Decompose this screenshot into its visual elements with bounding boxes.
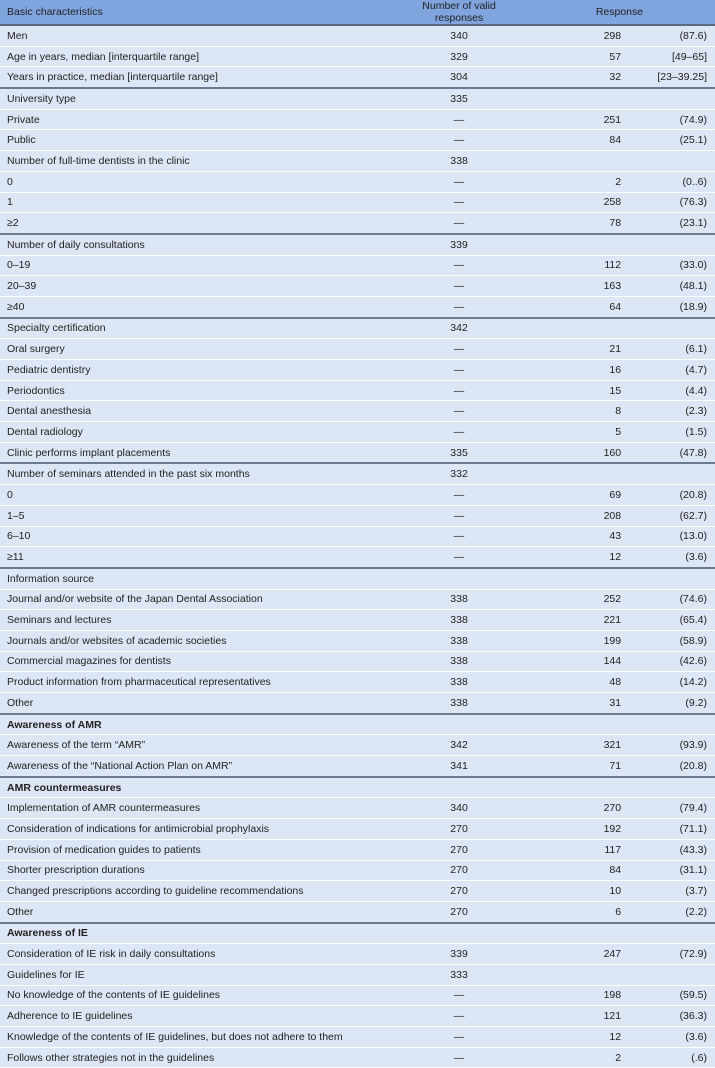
- response-count-cell: 12: [524, 1027, 633, 1048]
- table-row: [0, 860, 715, 881]
- row-label: Adherence to IE guidelines: [0, 1006, 371, 1027]
- valid-responses-cell: 339: [371, 944, 524, 965]
- table-row: [0, 589, 715, 610]
- response-count-cell: 84: [524, 860, 633, 881]
- table-row: [0, 651, 715, 672]
- table-row: [0, 1027, 715, 1048]
- response-count-cell: [524, 923, 633, 944]
- row-label: Consideration of IE risk in daily consultations: [0, 944, 371, 965]
- response-percent-cell: (25.1): [633, 130, 715, 151]
- row-label: Provision of medication guides to patients: [0, 839, 371, 860]
- valid-responses-cell: [371, 568, 524, 589]
- response-percent-cell: (48.1): [633, 276, 715, 297]
- valid-responses-cell: 338: [371, 651, 524, 672]
- response-count-cell: 247: [524, 944, 633, 965]
- response-count-cell: 112: [524, 255, 633, 276]
- table-row: [0, 380, 715, 401]
- response-percent-cell: (.6): [633, 1047, 715, 1068]
- response-percent-cell: [49–65]: [633, 46, 715, 67]
- table-row: [0, 276, 715, 297]
- response-count-cell: [524, 777, 633, 798]
- response-count-cell: 192: [524, 819, 633, 840]
- table-row: [0, 756, 715, 777]
- row-label: Oral surgery: [0, 339, 371, 360]
- response-percent-cell: (6.1): [633, 339, 715, 360]
- row-label: Number of full-time dentists in the clinic: [0, 151, 371, 172]
- response-percent-cell: (74.9): [633, 109, 715, 130]
- row-label: Changed prescriptions according to guideline recommendations: [0, 881, 371, 902]
- response-percent-cell: (58.9): [633, 630, 715, 651]
- row-label: Awareness of the “National Action Plan on AMR”: [0, 756, 371, 777]
- response-percent-cell: (4.7): [633, 360, 715, 381]
- table-row: [0, 610, 715, 631]
- table-row: [0, 422, 715, 443]
- response-count-cell: 32: [524, 67, 633, 88]
- response-count-cell: 57: [524, 46, 633, 67]
- response-count-cell: 121: [524, 1006, 633, 1027]
- response-percent-cell: [633, 777, 715, 798]
- response-count-cell: [524, 234, 633, 255]
- valid-responses-cell: —: [371, 380, 524, 401]
- row-label: Guidelines for IE: [0, 964, 371, 985]
- valid-responses-cell: —: [371, 276, 524, 297]
- table-row: [0, 255, 715, 276]
- row-label: Dental anesthesia: [0, 401, 371, 422]
- response-count-cell: 144: [524, 651, 633, 672]
- table-row: [0, 568, 715, 589]
- valid-responses-cell: 270: [371, 839, 524, 860]
- response-count-cell: 251: [524, 109, 633, 130]
- row-label: Journal and/or website of the Japan Dental Association: [0, 589, 371, 610]
- row-label: Age in years, median [interquartile range]: [0, 46, 371, 67]
- response-percent-cell: (1.5): [633, 422, 715, 443]
- row-label: Other: [0, 693, 371, 714]
- response-percent-cell: [633, 714, 715, 735]
- valid-responses-cell: 342: [371, 735, 524, 756]
- row-label: Years in practice, median [interquartile range]: [0, 67, 371, 88]
- response-percent-cell: (36.3): [633, 1006, 715, 1027]
- response-count-cell: 10: [524, 881, 633, 902]
- response-count-cell: 221: [524, 610, 633, 631]
- response-percent-cell: [23–39.25]: [633, 67, 715, 88]
- header-basic-characteristics: Basic characteristics: [0, 0, 371, 25]
- valid-responses-cell: [371, 714, 524, 735]
- valid-responses-cell: 342: [371, 318, 524, 339]
- section-heading-row: [0, 923, 715, 944]
- valid-responses-cell: [371, 777, 524, 798]
- table-row: [0, 151, 715, 172]
- response-count-cell: 321: [524, 735, 633, 756]
- table-row: [0, 1047, 715, 1068]
- response-count-cell: 2: [524, 1047, 633, 1068]
- table-row: [0, 46, 715, 67]
- valid-responses-cell: 338: [371, 589, 524, 610]
- response-percent-cell: [633, 151, 715, 172]
- row-label: Private: [0, 109, 371, 130]
- response-percent-cell: [633, 463, 715, 484]
- response-count-cell: [524, 964, 633, 985]
- response-count-cell: 2: [524, 171, 633, 192]
- header-response: Response: [524, 0, 715, 25]
- table-row: [0, 693, 715, 714]
- response-percent-cell: [633, 964, 715, 985]
- valid-responses-cell: 329: [371, 46, 524, 67]
- valid-responses-cell: 341: [371, 756, 524, 777]
- table-row: [0, 735, 715, 756]
- table-row: [0, 171, 715, 192]
- response-count-cell: [524, 151, 633, 172]
- valid-responses-cell: 270: [371, 860, 524, 881]
- valid-responses-cell: —: [371, 296, 524, 317]
- row-label: Consideration of indications for antimicrobial prophylaxis: [0, 819, 371, 840]
- table-row: [0, 213, 715, 234]
- valid-responses-cell: —: [371, 985, 524, 1006]
- table-row: [0, 25, 715, 46]
- response-count-cell: 21: [524, 339, 633, 360]
- response-count-cell: 6: [524, 901, 633, 922]
- response-count-cell: [524, 714, 633, 735]
- table-row: [0, 881, 715, 902]
- valid-responses-cell: —: [371, 1027, 524, 1048]
- response-percent-cell: (3.7): [633, 881, 715, 902]
- valid-responses-cell: —: [371, 526, 524, 547]
- table-row: [0, 296, 715, 317]
- response-count-cell: [524, 88, 633, 109]
- valid-responses-cell: —: [371, 505, 524, 526]
- valid-responses-cell: 338: [371, 672, 524, 693]
- response-percent-cell: (65.4): [633, 610, 715, 631]
- row-label: Implementation of AMR countermeasures: [0, 798, 371, 819]
- row-label: Awareness of AMR: [0, 714, 371, 735]
- table-row: [0, 463, 715, 484]
- row-label: 20–39: [0, 276, 371, 297]
- response-count-cell: 84: [524, 130, 633, 151]
- table-row: [0, 130, 715, 151]
- response-count-cell: 199: [524, 630, 633, 651]
- response-count-cell: 160: [524, 442, 633, 463]
- row-label: Commercial magazines for dentists: [0, 651, 371, 672]
- response-percent-cell: (18.9): [633, 296, 715, 317]
- response-percent-cell: (76.3): [633, 192, 715, 213]
- valid-responses-cell: —: [371, 192, 524, 213]
- response-percent-cell: (62.7): [633, 505, 715, 526]
- valid-responses-cell: —: [371, 422, 524, 443]
- response-count-cell: 48: [524, 672, 633, 693]
- table-row: [0, 505, 715, 526]
- response-percent-cell: (4.4): [633, 380, 715, 401]
- valid-responses-cell: —: [371, 339, 524, 360]
- table-row: [0, 442, 715, 463]
- row-label: Pediatric dentistry: [0, 360, 371, 381]
- response-count-cell: 15: [524, 380, 633, 401]
- response-count-cell: 117: [524, 839, 633, 860]
- table-row: [0, 360, 715, 381]
- response-percent-cell: (2.2): [633, 901, 715, 922]
- row-label: Follows other strategies not in the guidelines: [0, 1047, 371, 1068]
- valid-responses-cell: [371, 923, 524, 944]
- valid-responses-cell: —: [371, 485, 524, 506]
- response-count-cell: 298: [524, 25, 633, 46]
- row-label: Information source: [0, 568, 371, 589]
- row-label: Shorter prescription durations: [0, 860, 371, 881]
- table-row: [0, 339, 715, 360]
- valid-responses-cell: 335: [371, 442, 524, 463]
- response-count-cell: 8: [524, 401, 633, 422]
- row-label: AMR countermeasures: [0, 777, 371, 798]
- table-row: [0, 67, 715, 88]
- response-count-cell: 12: [524, 547, 633, 568]
- response-percent-cell: (87.6): [633, 25, 715, 46]
- table-row: [0, 318, 715, 339]
- valid-responses-cell: 338: [371, 693, 524, 714]
- valid-responses-cell: 335: [371, 88, 524, 109]
- row-label: Awareness of the term “AMR”: [0, 735, 371, 756]
- row-label: Dental radiology: [0, 422, 371, 443]
- table-row: [0, 88, 715, 109]
- row-label: ≥11: [0, 547, 371, 568]
- response-percent-cell: [633, 568, 715, 589]
- response-percent-cell: (13.0): [633, 526, 715, 547]
- row-label: Public: [0, 130, 371, 151]
- response-count-cell: 5: [524, 422, 633, 443]
- response-percent-cell: [633, 923, 715, 944]
- table-row: [0, 819, 715, 840]
- response-count-cell: 69: [524, 485, 633, 506]
- response-percent-cell: (71.1): [633, 819, 715, 840]
- response-count-cell: 258: [524, 192, 633, 213]
- row-label: 0: [0, 171, 371, 192]
- valid-responses-cell: 304: [371, 67, 524, 88]
- response-percent-cell: (31.1): [633, 860, 715, 881]
- row-label: Number of seminars attended in the past six months: [0, 463, 371, 484]
- table-row: [0, 485, 715, 506]
- response-percent-cell: (72.9): [633, 944, 715, 965]
- table-row: [0, 798, 715, 819]
- response-percent-cell: (9.2): [633, 693, 715, 714]
- row-label: Product information from pharmaceutical representatives: [0, 672, 371, 693]
- valid-responses-cell: 340: [371, 25, 524, 46]
- response-count-cell: 198: [524, 985, 633, 1006]
- response-percent-cell: (42.6): [633, 651, 715, 672]
- response-count-cell: 31: [524, 693, 633, 714]
- valid-responses-cell: 270: [371, 901, 524, 922]
- table-row: [0, 672, 715, 693]
- response-percent-cell: (20.8): [633, 756, 715, 777]
- valid-responses-cell: —: [371, 360, 524, 381]
- table-row: [0, 401, 715, 422]
- response-percent-cell: (3.6): [633, 547, 715, 568]
- table-row: [0, 526, 715, 547]
- response-percent-cell: [633, 318, 715, 339]
- valid-responses-cell: —: [371, 109, 524, 130]
- row-label: No knowledge of the contents of IE guidelines: [0, 985, 371, 1006]
- response-percent-cell: (74.6): [633, 589, 715, 610]
- valid-responses-cell: 270: [371, 819, 524, 840]
- valid-responses-cell: 339: [371, 234, 524, 255]
- table-row: [0, 985, 715, 1006]
- response-count-cell: 270: [524, 798, 633, 819]
- row-label: Knowledge of the contents of IE guidelines, but does not adhere to them: [0, 1027, 371, 1048]
- table-header: [0, 0, 715, 25]
- table-row: [0, 192, 715, 213]
- response-percent-cell: (3.6): [633, 1027, 715, 1048]
- response-percent-cell: (14.2): [633, 672, 715, 693]
- row-label: Clinic performs implant placements: [0, 442, 371, 463]
- row-label: Periodontics: [0, 380, 371, 401]
- valid-responses-cell: —: [371, 401, 524, 422]
- response-count-cell: [524, 318, 633, 339]
- table-row: [0, 109, 715, 130]
- response-percent-cell: (47.8): [633, 442, 715, 463]
- response-count-cell: 252: [524, 589, 633, 610]
- valid-responses-cell: 338: [371, 151, 524, 172]
- valid-responses-cell: 340: [371, 798, 524, 819]
- response-percent-cell: (59.5): [633, 985, 715, 1006]
- valid-responses-cell: —: [371, 213, 524, 234]
- table-row: [0, 547, 715, 568]
- row-label: ≥40: [0, 296, 371, 317]
- table-row: [0, 964, 715, 985]
- valid-responses-cell: —: [371, 130, 524, 151]
- row-label: Other: [0, 901, 371, 922]
- section-heading-row: [0, 777, 715, 798]
- row-label: University type: [0, 88, 371, 109]
- response-count-cell: 71: [524, 756, 633, 777]
- row-label: 0: [0, 485, 371, 506]
- response-count-cell: 16: [524, 360, 633, 381]
- response-count-cell: [524, 463, 633, 484]
- response-count-cell: [524, 568, 633, 589]
- table-row: [0, 1006, 715, 1027]
- response-percent-cell: (23.1): [633, 213, 715, 234]
- row-label: Number of daily consultations: [0, 234, 371, 255]
- response-percent-cell: (20.8): [633, 485, 715, 506]
- response-percent-cell: (79.4): [633, 798, 715, 819]
- row-label: Awareness of IE: [0, 923, 371, 944]
- response-percent-cell: (43.3): [633, 839, 715, 860]
- valid-responses-cell: 333: [371, 964, 524, 985]
- response-percent-cell: [633, 234, 715, 255]
- table-row: [0, 901, 715, 922]
- response-percent-cell: (33.0): [633, 255, 715, 276]
- row-label: ≥2: [0, 213, 371, 234]
- table-row: [0, 630, 715, 651]
- table-row: [0, 839, 715, 860]
- response-percent-cell: (0..6): [633, 171, 715, 192]
- valid-responses-cell: —: [371, 171, 524, 192]
- row-label: Specialty certification: [0, 318, 371, 339]
- row-label: Seminars and lectures: [0, 610, 371, 631]
- row-label: 6–10: [0, 526, 371, 547]
- valid-responses-cell: 332: [371, 463, 524, 484]
- response-count-cell: 78: [524, 213, 633, 234]
- response-percent-cell: [633, 88, 715, 109]
- table-row: [0, 944, 715, 965]
- row-label: 1: [0, 192, 371, 213]
- valid-responses-cell: —: [371, 255, 524, 276]
- row-label: Men: [0, 25, 371, 46]
- response-percent-cell: (93.9): [633, 735, 715, 756]
- response-count-cell: 208: [524, 505, 633, 526]
- valid-responses-cell: 338: [371, 630, 524, 651]
- valid-responses-cell: —: [371, 547, 524, 568]
- valid-responses-cell: —: [371, 1006, 524, 1027]
- valid-responses-cell: —: [371, 1047, 524, 1068]
- response-count-cell: 163: [524, 276, 633, 297]
- row-label: Journals and/or websites of academic societies: [0, 630, 371, 651]
- header-valid-responses: Number of valid responses: [371, 0, 524, 25]
- valid-responses-cell: 338: [371, 610, 524, 631]
- response-count-cell: 43: [524, 526, 633, 547]
- row-label: 0–19: [0, 255, 371, 276]
- response-count-cell: 64: [524, 296, 633, 317]
- valid-responses-cell: 270: [371, 881, 524, 902]
- row-label: 1–5: [0, 505, 371, 526]
- section-heading-row: [0, 714, 715, 735]
- table-row: [0, 234, 715, 255]
- response-percent-cell: (2.3): [633, 401, 715, 422]
